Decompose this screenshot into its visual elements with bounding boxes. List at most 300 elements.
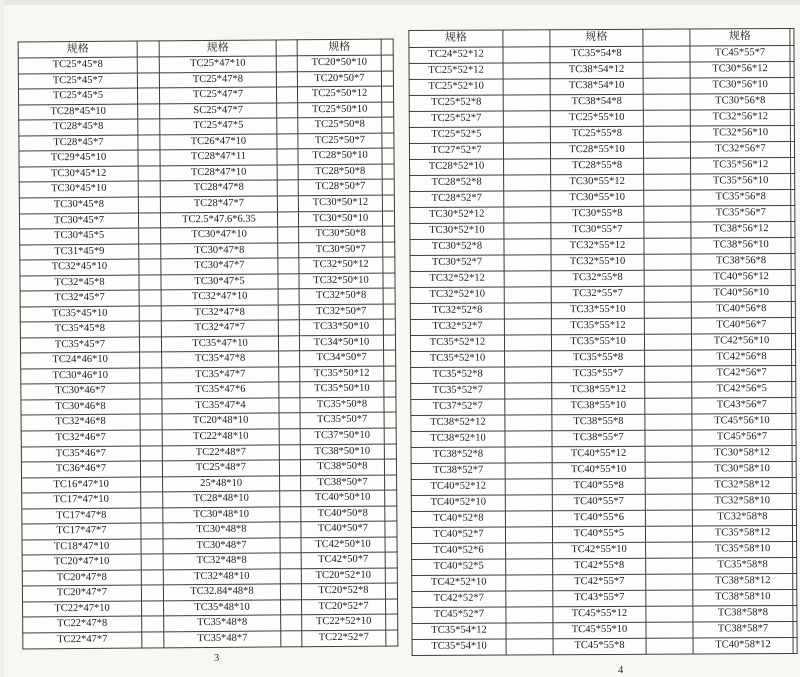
spec-cell: TC36*46*7: [21, 461, 140, 477]
spec-cell: TC40*56*7: [691, 317, 791, 334]
spacer-cell: [792, 365, 796, 381]
spec-cell: TC35*54*10: [412, 639, 506, 656]
spacer-cell: [791, 317, 795, 333]
spacer-cell: [141, 539, 163, 555]
spacer-cell: [646, 574, 693, 590]
spec-cell: TC42*55*8: [553, 558, 646, 574]
spacer-cell: [280, 491, 301, 507]
spec-cell: TC38*56*10: [691, 237, 791, 254]
spacer-cell: [383, 319, 395, 335]
table-row: [23, 630, 398, 649]
spec-cell: TC40*50*8: [301, 506, 385, 522]
spec-cell: TC32*46*7: [21, 430, 140, 446]
spec-cell: TC30*52*12: [410, 207, 504, 223]
spacer-cell: [644, 286, 691, 302]
spacer-cell: [140, 414, 162, 430]
spec-cell: TC30*45*12: [19, 166, 138, 182]
spec-cell: TC30*48*10: [163, 507, 280, 523]
spacer-cell: [793, 589, 797, 605]
spacer-cell: [643, 78, 690, 94]
spacer-cell: [791, 333, 795, 349]
spec-cell: TC25*48*7: [162, 460, 279, 476]
spacer-cell: [790, 28, 794, 45]
spec-cell: TC20*50*10: [297, 55, 381, 71]
spec-cell: TC35*47*6: [162, 382, 279, 398]
spec-cell: TC32*50*8: [299, 288, 383, 304]
spacer-cell: [792, 381, 796, 397]
spec-cell: TC35*50*8: [300, 397, 384, 413]
spacer-cell: [792, 397, 796, 413]
spec-cell: TC32*55*7: [551, 286, 644, 302]
spec-cell: TC40*55*12: [552, 446, 645, 462]
spec-cell: TC17*47*7: [22, 523, 141, 539]
spacer-cell: [505, 398, 552, 414]
spacer-cell: [381, 86, 393, 102]
spec-cell: TC22*47*7: [23, 632, 142, 649]
spacer-cell: [139, 275, 161, 291]
spacer-cell: [279, 351, 300, 367]
spec-cell: 25*48*10: [163, 476, 280, 492]
spacer-cell: [503, 78, 550, 94]
spacer-cell: [142, 632, 164, 648]
spec-cell: TC17*47*10: [22, 492, 141, 508]
spec-cell: TC35*56*7: [691, 205, 791, 222]
spec-cell: TC25*47*7: [159, 87, 276, 103]
spec-cell: TC25*45*5: [18, 88, 137, 104]
spec-cell: TC43*56*7: [692, 397, 792, 414]
spec-cell: TC35*47*4: [162, 398, 279, 414]
scan-edge-top: [0, 0, 800, 5]
spacer-cell: [646, 622, 693, 638]
spec-cell: TC32*56*12: [690, 109, 790, 126]
spec-cell: TC30*47*10: [161, 227, 278, 243]
spacer-cell: [383, 335, 395, 351]
spec-cell: TC32*47*10: [161, 289, 278, 305]
spec-cell: TC30*50*7: [299, 242, 383, 258]
spec-cell: TC35*48*8: [164, 615, 281, 631]
spec-cell: TC24*46*10: [21, 352, 140, 368]
spec-cell: TC30*46*7: [21, 383, 140, 399]
spacer-cell: [138, 135, 160, 151]
spacer-cell: [644, 190, 691, 206]
spec-cell: TC42*56*7: [692, 365, 792, 382]
spacer-cell: [385, 568, 397, 584]
spacer-cell: [644, 238, 691, 254]
spacer-cell: [382, 117, 394, 133]
spec-cell: TC38*55*7: [552, 430, 645, 446]
spacer-cell: [645, 446, 692, 462]
spacer-cell: [383, 226, 395, 242]
spec-cell: TC27*52*7: [409, 143, 503, 159]
spacer-cell: [383, 273, 395, 289]
spacer-cell: [139, 243, 161, 259]
spacer-cell: [384, 381, 396, 397]
catalog-page-4: [408, 28, 796, 656]
spec-cell: TC38*58*8: [693, 605, 793, 622]
spacer-cell: [277, 149, 298, 165]
spec-cell: TC30*58*10: [692, 461, 792, 478]
spec-cell: TC38*55*12: [552, 382, 645, 398]
spec-cell: TC34*50*7: [300, 350, 384, 366]
spec-cell: TC35*54*8: [550, 46, 643, 62]
spacer-cell: [139, 337, 161, 353]
spec-cell: TC20*50*7: [297, 71, 381, 87]
spec-cell: TC33*50*10: [299, 319, 383, 335]
spacer-cell: [644, 222, 691, 238]
spacer-cell: [278, 258, 299, 274]
spacer-cell: [278, 242, 299, 258]
spec-cell: TC40*50*10: [301, 490, 385, 506]
spec-cell: TC40*50*7: [301, 521, 385, 537]
spacer-cell: [384, 412, 396, 428]
spacer-cell: [646, 606, 693, 622]
spec-cell: TC40*52*5: [412, 559, 506, 575]
spec-cell: TC30*52*7: [410, 255, 504, 271]
spec-cell: TC30*47*7: [161, 258, 278, 274]
spacer-cell: [382, 133, 394, 149]
spec-cell: TC38*52*10: [411, 431, 505, 447]
spacer-cell: [142, 601, 164, 617]
spec-cell: TC35*45*10: [20, 306, 139, 322]
spacer-cell: [381, 55, 393, 71]
spacer-cell: [645, 478, 692, 494]
spacer-cell: [790, 141, 794, 157]
spec-cell: TC22*52*10: [302, 614, 386, 630]
spacer-cell: [504, 174, 551, 190]
spec-cell: TC40*58*12: [693, 637, 793, 654]
spec-cell: TC32*52*10: [410, 287, 504, 303]
table-row: [412, 637, 797, 655]
spacer-cell: [278, 336, 299, 352]
spacer-cell: [791, 189, 795, 205]
spec-cell: TC38*55*10: [552, 398, 645, 414]
spacer-cell: [384, 397, 396, 413]
spacer-cell: [280, 475, 301, 491]
spec-cell: TC25*50*7: [298, 133, 382, 149]
spec-cell: TC30*50*12: [298, 195, 382, 211]
spacer-cell: [385, 490, 397, 506]
spacer-cell: [503, 46, 550, 62]
spec-cell: TC25*52*7: [409, 111, 503, 127]
spacer-cell: [383, 257, 395, 273]
spacer-cell: [382, 164, 394, 180]
spacer-cell: [281, 615, 302, 631]
spacer-cell: [643, 46, 690, 62]
spacer-cell: [793, 557, 797, 573]
spacer-cell: [277, 180, 298, 196]
spec-cell: TC31*45*9: [20, 244, 139, 260]
spacer-cell: [280, 584, 301, 600]
spec-cell: TC20*47*7: [22, 585, 141, 601]
spacer-cell: [278, 304, 299, 320]
spec-cell: TC35*48*7: [164, 631, 281, 648]
spacer-cell: [386, 614, 398, 630]
spacer-cell: [506, 638, 553, 655]
spacer-cell: [644, 174, 691, 190]
spec-cell: TC42*55*7: [553, 574, 646, 590]
spec-cell: TC30*48*8: [163, 522, 280, 538]
spec-cell: TC30*47*8: [161, 243, 278, 259]
spacer-cell: [645, 382, 692, 398]
spacer-cell: [643, 62, 690, 78]
spec-cell: TC45*56*7: [692, 429, 792, 446]
spec-cell: TC40*55*5: [552, 526, 645, 542]
spacer-cell: [793, 573, 797, 589]
spec-cell: TC35*48*10: [164, 600, 281, 616]
spacer-cell: [139, 321, 161, 337]
spec-cell: TC40*52*6: [412, 543, 506, 559]
spec-table-page-4: [408, 28, 797, 656]
spec-cell: TC28*47*7: [160, 196, 277, 212]
spacer-cell: [506, 606, 553, 622]
spacer-cell: [503, 142, 550, 158]
spec-cell: TC30*56*10: [690, 77, 790, 94]
spec-column-header: 规格: [297, 39, 381, 56]
spec-cell: TC42*52*7: [412, 591, 506, 607]
spacer-cell: [383, 304, 395, 320]
spec-cell: TC32*55*12: [551, 238, 644, 254]
spacer-cell: [138, 104, 160, 120]
spec-cell: TC32*55*8: [551, 270, 644, 286]
spec-cell: TC28*50*7: [298, 180, 382, 196]
spacer-cell: [140, 368, 162, 384]
spacer-cell: [793, 605, 797, 621]
spacer-cell: [140, 461, 162, 477]
spacer-cell: [385, 552, 397, 568]
spec-cell: TC45*52*7: [412, 607, 506, 623]
spacer-cell: [277, 134, 298, 150]
spacer-cell: [385, 537, 397, 553]
spec-cell: TC45*55*8: [553, 638, 646, 655]
spec-cell: TC32*48*10: [163, 569, 280, 585]
spacer-cell: [791, 157, 795, 173]
spacer-cell: [643, 142, 690, 158]
spec-cell: TC30*56*8: [690, 93, 790, 110]
spacer-cell: [504, 270, 551, 286]
spacer-cell: [277, 196, 298, 212]
spacer-cell: [505, 510, 552, 526]
spacer-cell: [644, 270, 691, 286]
spacer-cell: [504, 302, 551, 318]
spacer-cell: [791, 173, 795, 189]
spec-cell: TC30*48*7: [163, 538, 280, 554]
spec-cell: TC30*45*7: [19, 213, 138, 229]
spec-cell: TC38*58*7: [693, 621, 793, 638]
spec-cell: TC40*55*8: [552, 478, 645, 494]
spec-cell: TC28*45*8: [19, 119, 138, 135]
spec-cell: TC28*48*10: [163, 491, 280, 507]
spec-column-header: 规格: [159, 40, 276, 57]
spacer-cell: [384, 428, 396, 444]
spec-cell: TC22*48*7: [162, 444, 279, 460]
page-number: 3: [214, 653, 220, 664]
spec-cell: TC38*54*10: [550, 78, 643, 94]
spec-cell: TC28*47*8: [160, 180, 277, 196]
spec-cell: TC22*47*10: [23, 601, 142, 617]
spec-cell: TC38*52*12: [411, 415, 505, 431]
spacer-cell: [644, 334, 691, 350]
spacer-cell: [792, 477, 796, 493]
spec-cell: TC35*47*7: [162, 367, 279, 383]
spec-cell: TC40*56*8: [691, 301, 791, 318]
spec-cell: TC28*52*8: [410, 175, 504, 191]
spec-cell: TC34*50*10: [299, 335, 383, 351]
spacer-cell: [506, 558, 553, 574]
spacer-cell: [138, 212, 160, 228]
spec-cell: TC29*45*10: [19, 150, 138, 166]
spec-cell: TC28*55*8: [551, 158, 644, 174]
spec-cell: TC28*50*10: [298, 149, 382, 165]
spacer-cell: [645, 510, 692, 526]
spacer-cell: [505, 350, 552, 366]
spec-cell: TC35*46*7: [21, 446, 140, 462]
spacer-cell: [792, 429, 796, 445]
spacer-cell: [643, 126, 690, 142]
spacer-cell: [137, 57, 159, 73]
spec-cell: TC28*55*10: [550, 142, 643, 158]
spec-cell: TC42*52*10: [412, 575, 506, 591]
spacer-cell: [644, 206, 691, 222]
spacer-cell: [137, 73, 159, 89]
spacer-cell: [384, 459, 396, 475]
spacer-cell: [503, 110, 550, 126]
spacer-cell: [791, 253, 795, 269]
spacer-cell: [792, 413, 796, 429]
spacer-cell: [279, 398, 300, 414]
spacer-cell: [644, 158, 691, 174]
spacer-cell: [505, 366, 552, 382]
spec-cell: TC38*58*12: [693, 573, 793, 590]
spec-cell: TC20*48*10: [162, 413, 279, 429]
spacer-cell: [138, 181, 160, 197]
spacer-cell: [791, 221, 795, 237]
spec-cell: TC42*50*7: [301, 552, 385, 568]
spacer-cell: [277, 211, 298, 227]
spec-cell: TC30*45*10: [19, 182, 138, 198]
spec-cell: TC32*55*10: [551, 254, 644, 270]
spacer-cell: [646, 542, 693, 558]
spec-cell: TC25*55*10: [550, 110, 643, 126]
spec-cell: TC35*58*8: [693, 557, 793, 574]
spacer-cell: [503, 62, 550, 78]
spacer-cell: [141, 492, 163, 508]
spec-column-header: 规格: [409, 30, 503, 47]
spec-cell: TC26*47*10: [160, 134, 277, 150]
spec-cell: TC20*47*8: [22, 570, 141, 586]
spacer-cell: [137, 88, 159, 104]
spec-cell: TC20*47*10: [22, 554, 141, 570]
spacer-cell: [140, 445, 162, 461]
spacer-cell: [791, 301, 795, 317]
spec-cell: TC40*55*10: [552, 462, 645, 478]
spec-cell: TC42*50*10: [301, 537, 385, 553]
spacer-cell: [141, 554, 163, 570]
spec-cell: TC38*50*8: [300, 459, 384, 475]
spec-cell: TC45*55*7: [690, 45, 790, 62]
spec-cell: TC35*50*12: [300, 366, 384, 382]
spacer-cell: [792, 445, 796, 461]
spec-cell: TC25*50*8: [298, 117, 382, 133]
spacer-cell: [643, 110, 690, 126]
spacer-cell: [141, 507, 163, 523]
spacer-cell: [645, 462, 692, 478]
spec-cell: TC42*56*10: [691, 333, 791, 350]
spec-cell: TC25*52*10: [409, 79, 503, 95]
spec-cell: TC30*50*8: [299, 226, 383, 242]
spec-cell: SC25*47*7: [160, 103, 277, 119]
spacer-cell: [793, 621, 797, 637]
spec-cell: TC35*58*12: [692, 525, 792, 542]
spacer-cell: [382, 148, 394, 164]
spec-cell: TC40*55*6: [552, 510, 645, 526]
spacer-cell: [279, 429, 300, 445]
spec-cell: TC35*52*8: [411, 367, 505, 383]
spacer-cell: [792, 493, 796, 509]
spacer-cell: [645, 366, 692, 382]
spacer-cell: [276, 72, 297, 88]
spacer-cell: [645, 350, 692, 366]
spacer-cell: [646, 638, 693, 655]
spec-cell: TC30*58*12: [692, 445, 792, 462]
spec-cell: TC38*58*10: [693, 589, 793, 606]
spacer-cell: [141, 570, 163, 586]
spec-cell: TC40*52*7: [411, 527, 505, 543]
spec-cell: TC32*45*10: [20, 259, 139, 275]
spacer-cell: [645, 526, 692, 542]
spec-cell: TC25*52*5: [409, 127, 503, 143]
spec-cell: TC30*45*5: [20, 228, 139, 244]
spec-cell: TC30*55*8: [551, 206, 644, 222]
spec-cell: TC30*47*5: [161, 274, 278, 290]
spec-cell: TC22*52*7: [302, 630, 386, 647]
spec-cell: TC37*50*10: [300, 428, 384, 444]
spacer-cell: [281, 631, 302, 647]
spacer-cell: [279, 382, 300, 398]
spacer-cell: [644, 302, 691, 318]
spec-cell: TC32*48*8: [163, 553, 280, 569]
spacer-cell: [383, 242, 395, 258]
spec-cell: TC35*55*7: [552, 366, 645, 382]
spacer-cell: [791, 205, 795, 221]
spacer-cell: [138, 150, 160, 166]
spacer-cell: [277, 118, 298, 134]
spec-cell: TC30*45*8: [19, 197, 138, 213]
spacer-cell: [278, 289, 299, 305]
spacer-cell: [506, 622, 553, 638]
spacer-cell: [138, 166, 160, 182]
spacer-cell: [503, 94, 550, 110]
spec-cell: TC30*46*8: [21, 399, 140, 415]
spec-cell: TC42*55*10: [553, 542, 646, 558]
spec-cell: TC38*52*7: [411, 463, 505, 479]
spec-cell: TC16*47*10: [22, 477, 141, 493]
spacer-cell: [504, 222, 551, 238]
spacer-cell: [279, 413, 300, 429]
spacer-cell: [279, 367, 300, 383]
spacer-cell: [790, 125, 794, 141]
spec-cell: TC35*56*12: [691, 157, 791, 174]
spacer-cell: [505, 478, 552, 494]
spacer-cell: [791, 269, 795, 285]
spacer-cell: [383, 288, 395, 304]
spacer-cell: [382, 179, 394, 195]
spacer-cell: [281, 600, 302, 616]
spec-cell: TC30*55*10: [551, 190, 644, 206]
spec-cell: TC24*52*12: [409, 47, 503, 63]
spacer-cell: [505, 462, 552, 478]
spacer-cell: [385, 583, 397, 599]
spacer-cell: [382, 195, 394, 211]
